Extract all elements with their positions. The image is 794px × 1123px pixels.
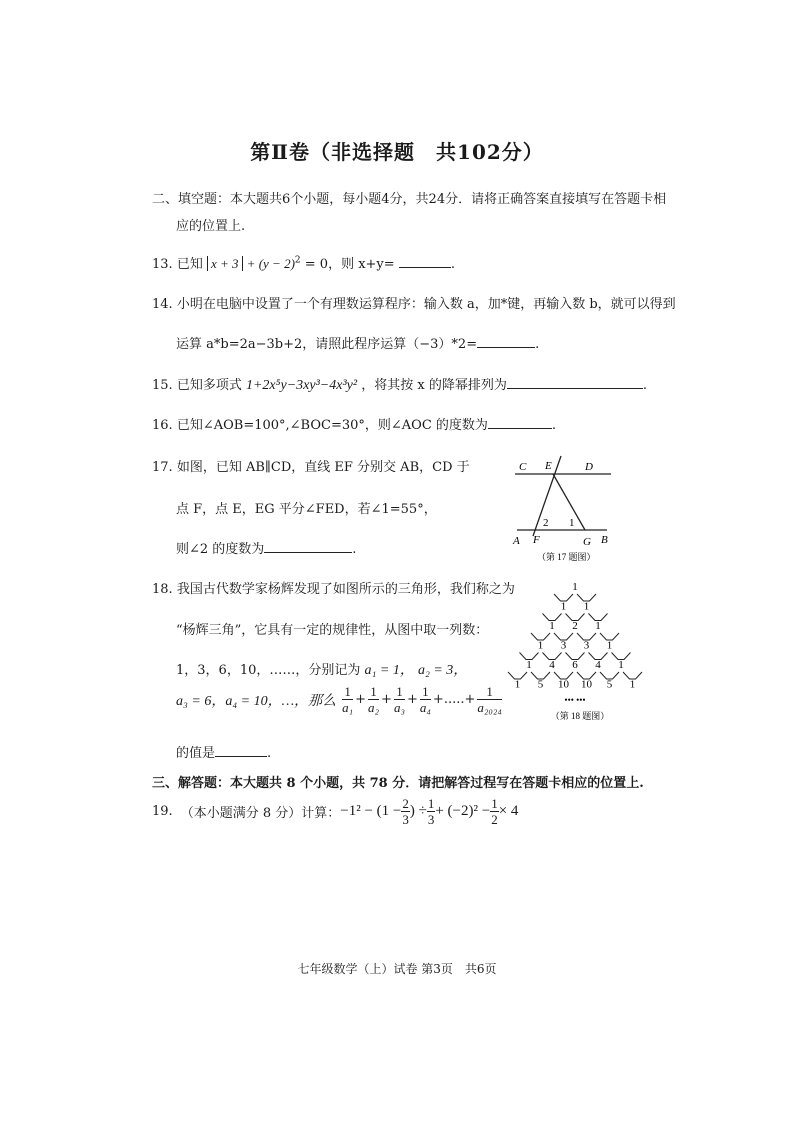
fraction: $\frac{1}{\text{a₄}}$	[419, 684, 431, 715]
question-number: 15.	[152, 378, 173, 393]
answer-blank	[507, 376, 643, 389]
figure-17-caption: （第 17 题图）	[537, 552, 596, 562]
polynomial: 1+2x⁵y−3xy³−4x³y²	[245, 378, 358, 393]
fraction: $\frac{1}{3}$	[427, 796, 435, 827]
triangle-number: 1	[526, 659, 532, 671]
triangle-number: 1	[629, 678, 636, 691]
triangle-number: 6	[572, 659, 578, 671]
triangle-number: 1	[618, 659, 624, 671]
triangle-number: 5	[606, 678, 613, 691]
question-18-line3: 1，3，6，10，……，分别记为 a₁ = 1， a₂ = 3，	[176, 663, 468, 678]
triangle-number: 4	[595, 659, 601, 671]
triangle-number: 5	[537, 678, 544, 691]
fraction: $\frac{1}{\text{a₃}}$	[393, 684, 405, 715]
triangle-number: 1	[595, 620, 601, 632]
triangle-number: 1	[560, 600, 567, 613]
fraction: $\frac{1}{\text{a₂}}$	[368, 684, 380, 715]
answer-blank	[264, 540, 352, 553]
triangle-number: 2	[572, 620, 578, 632]
question-18-line5: 的值是 .	[176, 746, 272, 761]
fraction: $\frac{1}{\text{a₁}}$	[342, 684, 354, 715]
triangle-number: 1	[514, 678, 521, 691]
question-15: 15. 已知多项式 1+2x⁵y−3xy³−4x³y² ，将其按 x 的降幂排列为 .	[152, 378, 647, 393]
question-17-line3: 则∠2 的度数为 .	[176, 542, 357, 557]
fraction: $\frac{1}{\text{a₂₀₂₄}}$	[477, 684, 502, 715]
triangle-number: 3	[583, 639, 590, 652]
question-19: 19. （本小题满分 8 分）计算： −1² − (1 − $\frac{2}{3}$ ) ÷ $\frac{1}{3}$ + (−2)² − $\frac{1}{2}$ × 4	[152, 796, 519, 827]
fraction: $\frac{1}{2}$	[491, 796, 498, 827]
triangle-number: 10	[558, 678, 569, 691]
question-18-line4: a₃ = 6，a₄ = 10，…，那么 $\frac{1}{\text{a₁}}$ + $\frac{1}{\text{a₂}}$ + $\frac{1}{\text{a₃}}$ + $\frac{1}{\text{a₄}}$ +.....+ $\frac{1}{\text{a₂₀₂₄}}$	[176, 684, 502, 715]
fraction: $\frac{2}{3}$	[402, 796, 409, 827]
question-18-line2: “杨辉三角”，它具有一定的规律性，从图中取一列数：	[176, 623, 489, 638]
figure-17	[505, 452, 625, 570]
label-f: F	[533, 534, 540, 546]
label-c: C	[519, 461, 527, 473]
page-title: 第Ⅱ卷（非选择题 共102分）	[250, 140, 544, 164]
question-number: 16.	[152, 418, 173, 433]
triangle-number: 10	[581, 678, 592, 691]
question-number: 17.	[152, 460, 173, 475]
triangle-number: 1	[549, 620, 555, 632]
section-3-heading: 三、解答题：本大题共 8 个小题，共 78 分．请把解答过程写在答题卡相应的位置上.	[152, 776, 644, 791]
section-2-heading-line2: 应的位置上.	[176, 219, 246, 234]
triangle-number: 1	[606, 639, 613, 652]
triangle-number: 1	[537, 639, 544, 652]
page-footer: 七年级数学（上）试卷 第3页 共6页	[297, 962, 497, 976]
question-14-line1: 14. 小明在电脑中设置了一个有理数运算程序：输入数 a，加*键，再输入数 b，就可以得到	[152, 297, 676, 312]
answer-blank	[477, 335, 535, 348]
answer-blank	[399, 255, 451, 268]
label-a: A	[513, 535, 520, 547]
question-18-line1: 18. 我国古代数学家杨辉发现了如图所示的三角形，我们称之为	[152, 582, 515, 597]
triangle-number: 1	[572, 581, 578, 593]
dots: ••• •••	[564, 695, 586, 705]
section-2-heading-line1: 二、填空题：本大题共6个小题，每小题4分，共24分．请将正确答案直接填写在答题卡相	[152, 192, 667, 207]
question-number: 19.	[152, 804, 173, 819]
question-number: 13.	[152, 257, 173, 272]
triangle-number: 3	[560, 639, 567, 652]
label-e: E	[545, 460, 552, 472]
question-14-line2: 运算 a*b=2a−3b+2，请照此程序运算（−3）*2= .	[176, 337, 540, 352]
label-angle-2: 2	[543, 517, 549, 529]
question-13: 13. 已知 $x + 3 + (y - 2)^2 = 0$，则 x+y= .	[152, 255, 455, 272]
label-g: G	[583, 536, 591, 548]
answer-blank	[215, 744, 267, 757]
question-17-line1: 17. 如图，已知 AB∥CD，直线 EF 分别交 AB，CD 于	[152, 460, 470, 475]
label-b: B	[601, 534, 608, 546]
question-number: 18.	[152, 582, 173, 597]
answer-blank	[488, 416, 552, 429]
figure-18-caption: （第 18 题图）	[550, 711, 610, 721]
question-17-line2: 点 F，点 E，EG 平分∠FED，若∠1=55°，	[176, 502, 437, 517]
figure-18-yanghui-triangle	[505, 578, 655, 728]
label-d: D	[585, 461, 593, 473]
triangle-number: 4	[549, 659, 555, 671]
absolute-value: x + 3	[207, 256, 243, 271]
label-angle-1: 1	[569, 517, 575, 529]
question-number: 14.	[152, 297, 173, 312]
question-16: 16. 已知∠AOB=100°,∠BOC=30°，则∠AOC 的度数为 .	[152, 418, 557, 433]
triangle-number: 1	[583, 600, 590, 613]
